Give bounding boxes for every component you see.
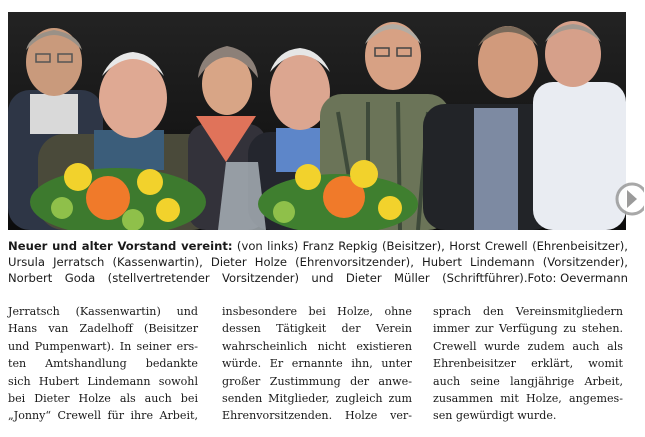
article-line: „Jonny“ Crewell für ihre Arbeit, (8, 409, 198, 423)
glass-trophy (218, 162, 266, 230)
article-line: großer Zustimmung der anwe- (222, 374, 412, 388)
article-line: würde. Er ernannte ihn, unter (222, 357, 412, 371)
article-column-1 (8, 303, 198, 425)
article-line: Hans van Zadelhoff (Beisitzer (8, 322, 198, 336)
next-image-button[interactable] (614, 181, 644, 217)
article-column-2 (222, 303, 412, 425)
article-line: Ehrenvorsitzenden. Holze ver- (222, 409, 412, 423)
article-line: Crewell wurde zudem auch als (433, 339, 623, 353)
article-line: dessen Tätigkeit der Verein (222, 322, 412, 336)
photo-credit: Foto: Oevermann (527, 271, 628, 286)
article-line: insbesondere bei Holze, ohne (222, 305, 412, 318)
article-line: Jerratsch (Kassenwartin) und (8, 305, 198, 318)
caption-text: (von links) Franz Repkig (Beisitzer), Horst Crewell (Ehrenbeisitzer), Ursula Jerratsch (Kassenwartin), Dieter Holze (Ehrenvorsitzender), Hubert Lindemann (Vorsitzender), Norbert Goda (stellvertretender Vorsitzender) und Dieter Müller (Schriftführer). (8, 239, 628, 286)
caption-lead: Neuer und alter Vorstand vereint: (8, 239, 233, 253)
article-line: sich Hubert Lindemann sowohl (8, 374, 198, 388)
next-arrow-icon (614, 181, 644, 217)
group-photo (8, 12, 626, 230)
photo-caption (8, 238, 628, 287)
article-line: immer zur Verfügung zu stehen. (433, 322, 623, 336)
article-line: bei Dieter Holze als auch bei (8, 392, 198, 406)
article-column-3 (433, 303, 623, 425)
article-line: Ehrenbeisitzer erklärt, womit (433, 357, 623, 371)
article-line: sprach den Vereinsmitgliedern (433, 305, 623, 318)
article-line: auch seine langjährige Arbeit, (433, 374, 623, 388)
article-line: sen gewürdigt wurde. (433, 409, 557, 423)
article-line: und Pumpenwart). In seiner ers- (8, 339, 198, 353)
article-line: wahrscheinlich nicht existieren (222, 339, 412, 353)
article-line: zusammen mit Holze, angemes- (433, 392, 623, 406)
group-photo-illustration (8, 12, 626, 230)
article-line: ten Amtshandlung bedankte (8, 357, 198, 371)
article-line: senden Mitglieder, zugleich zum (222, 392, 412, 406)
